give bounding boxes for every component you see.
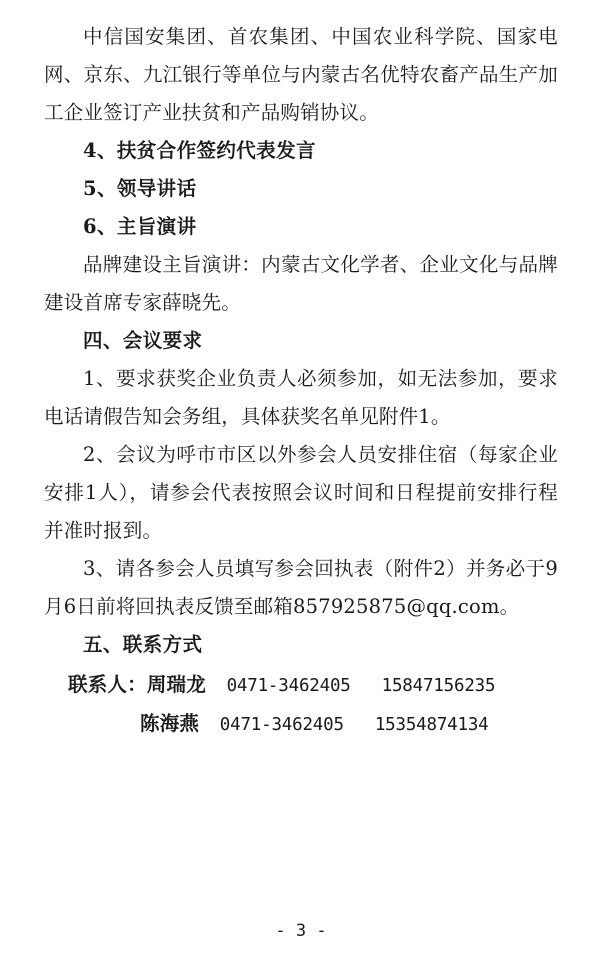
contact-label: 联系人： [68, 673, 147, 696]
heading-item-6: 6、主旨演讲 [83, 215, 197, 238]
heading-item-4: 4、扶贫合作签约代表发言 [83, 139, 316, 162]
contact-phone-landline: 0471-3462405 [219, 715, 344, 735]
paragraph-requirement-3: 3、请各参会人员填写参会回执表（附件2）并务必于9月6日前将回执表反馈至邮箱857925875@qq.com。 [44, 557, 558, 618]
contact-name: 陈海燕 [140, 712, 200, 735]
paragraph-keynote-speech: 品牌建设主旨演讲：内蒙古文化学者、企业文化与品牌建设首席专家薛晓先。 [44, 253, 558, 314]
paragraph-requirement-1: 1、要求获奖企业负责人必须参加，如无法参加，要求电话请假告知会务组，具体获奖名单见附件1。 [44, 367, 558, 428]
heading-section-five: 五、联系方式 [83, 633, 203, 656]
page-footer [0, 920, 602, 941]
contact-name: 周瑞龙 [146, 673, 206, 696]
paragraph-requirement-2: 2、会议为呼市市区以外参会人员安排住宿（每家企业安排1人），请参会代表按照会议时间和日程提前安排行程并准时报到。 [44, 443, 558, 542]
heading-section-four: 四、会议要求 [83, 329, 203, 352]
contact-phone-landline: 0471-3462405 [226, 676, 351, 696]
page-number: - 3 - [275, 921, 327, 941]
heading-item-5: 5、领导讲话 [83, 177, 197, 200]
contact-row [44, 666, 558, 705]
contact-phone-mobile: 15847156235 [381, 676, 496, 696]
paragraph-signing-units: 中信国安集团、首农集团、中国农业科学院、国家电网、京东、九江银行等单位与内蒙古名优特农畜产品生产加工企业签订产业扶贫和产品购销协议。 [44, 25, 558, 124]
contact-row [44, 705, 558, 744]
contact-phone-mobile: 15354874134 [374, 715, 489, 735]
contact-block [44, 666, 558, 744]
